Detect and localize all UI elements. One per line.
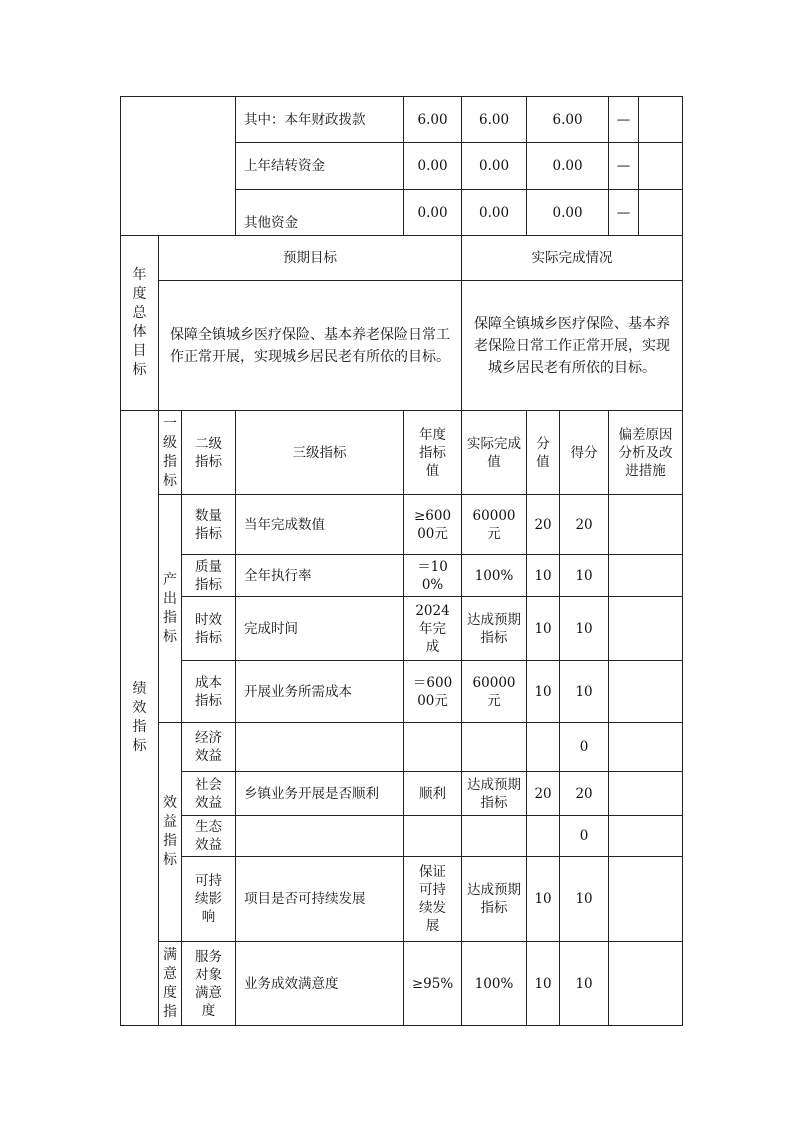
header-weight: 分值 — [527, 411, 560, 495]
weight-cell: 20 — [527, 495, 560, 555]
expected-goal-header: 预期目标 — [159, 236, 462, 281]
actual-cell: 60000元 — [462, 495, 527, 555]
deviation-cell — [609, 555, 683, 597]
actual-cell — [462, 723, 527, 772]
annual-goal-label: 年度总体目标 — [121, 236, 159, 411]
fund-executed: 0.00 — [527, 143, 609, 190]
level2-cell: 可持续影响 — [182, 857, 236, 942]
fund-empty — [639, 143, 682, 189]
deviation-cell — [609, 816, 683, 857]
level2-cell: 经济效益 — [182, 723, 236, 772]
fund-blank-cell — [121, 97, 236, 236]
level1-output: 产出指标 — [159, 495, 182, 723]
score-cell: 20 — [560, 495, 609, 555]
weight-cell: 20 — [527, 772, 560, 816]
score-cell: 0 — [560, 816, 609, 857]
target-cell: 顺利 — [404, 772, 462, 816]
level2-cell: 社会效益 — [182, 772, 236, 816]
level2-cell: 质量指标 — [182, 555, 236, 597]
header-target: 年度指标值 — [404, 411, 462, 495]
header-score: 得分 — [560, 411, 609, 495]
table-row — [121, 857, 683, 942]
actual-cell: 达成预期指标 — [462, 857, 527, 942]
target-cell: ＝100% — [404, 555, 462, 597]
weight-cell: 10 — [527, 942, 560, 1026]
table-row — [121, 772, 683, 816]
header-deviation: 偏差原因分析及改进措施 — [609, 411, 683, 495]
deviation-cell — [609, 597, 683, 661]
level3-cell: 开展业务所需成本 — [236, 661, 404, 723]
perf-label: 绩效指标 — [121, 411, 159, 1026]
actual-cell: 60000元 — [462, 661, 527, 723]
level3-cell: 当年完成数值 — [236, 495, 404, 555]
weight-cell: 10 — [527, 597, 560, 661]
level3-cell: 乡镇业务开展是否顺利 — [236, 772, 404, 816]
target-cell: ≥60000元 — [404, 495, 462, 555]
actual-cell: 100% — [462, 942, 527, 1026]
score-cell: 20 — [560, 772, 609, 816]
table-row — [121, 661, 683, 723]
fund-executed: 6.00 — [527, 97, 609, 143]
fund-empty — [639, 97, 682, 142]
goal-text-row — [121, 281, 683, 411]
table-row — [121, 495, 683, 555]
deviation-cell — [609, 661, 683, 723]
fund-adjusted: 6.00 — [462, 97, 527, 143]
fund-dash: — — [609, 190, 639, 235]
actual-cell — [462, 816, 527, 857]
target-cell: 保证可持续发展 — [404, 857, 462, 942]
level1-satisfaction: 满意度指 — [159, 942, 182, 1026]
table-row — [121, 597, 683, 661]
fund-budget: 0.00 — [404, 190, 462, 236]
weight-cell: 10 — [527, 555, 560, 597]
performance-table — [120, 96, 683, 1026]
header-actual: 实际完成值 — [462, 411, 527, 495]
deviation-cell — [609, 942, 683, 1026]
actual-cell: 达成预期指标 — [462, 597, 527, 661]
fund-extra — [609, 143, 683, 190]
target-cell: 2024年完成 — [404, 597, 462, 661]
score-cell: 10 — [560, 597, 609, 661]
score-cell: 0 — [560, 723, 609, 772]
fund-extra — [609, 190, 683, 236]
level3-cell: 业务成效满意度 — [236, 942, 404, 1026]
goal-header-row — [121, 236, 683, 281]
deviation-cell — [609, 857, 683, 942]
level3-cell — [236, 723, 404, 772]
fund-name: 其中：本年财政拨款 — [236, 97, 404, 143]
table-row — [121, 723, 683, 772]
fund-adjusted: 0.00 — [462, 190, 527, 236]
weight-cell — [527, 723, 560, 772]
fund-empty — [639, 190, 682, 235]
level2-cell: 数量指标 — [182, 495, 236, 555]
target-cell — [404, 723, 462, 772]
header-level1: 一级指标 — [159, 411, 182, 495]
header-level3: 三级指标 — [236, 411, 404, 495]
perf-header-row — [121, 411, 683, 495]
table-row — [121, 942, 683, 1026]
table-row — [121, 816, 683, 857]
level3-cell — [236, 816, 404, 857]
weight-cell: 10 — [527, 857, 560, 942]
expected-goal-text: 保障全镇城乡医疗保险、基本养老保险日常工作正常开展，实现城乡居民老有所依的目标。 — [159, 281, 462, 411]
target-cell: ＝60000元 — [404, 661, 462, 723]
level2-cell: 时效指标 — [182, 597, 236, 661]
level2-cell: 生态效益 — [182, 816, 236, 857]
table-row — [121, 555, 683, 597]
score-cell: 10 — [560, 661, 609, 723]
level2-cell: 成本指标 — [182, 661, 236, 723]
header-level2: 二级指标 — [182, 411, 236, 495]
fund-row — [121, 97, 683, 143]
actual-goal-text: 保障全镇城乡医疗保险、基本养老保险日常工作正常开展，实现城乡居民老有所依的目标。 — [462, 281, 683, 411]
target-cell: ≥95% — [404, 942, 462, 1026]
fund-adjusted: 0.00 — [462, 143, 527, 190]
level3-cell: 项目是否可持续发展 — [236, 857, 404, 942]
actual-cell: 达成预期指标 — [462, 772, 527, 816]
fund-dash: — — [609, 97, 639, 142]
level3-cell: 全年执行率 — [236, 555, 404, 597]
actual-goal-header: 实际完成情况 — [462, 236, 683, 281]
score-cell: 10 — [560, 857, 609, 942]
fund-extra — [609, 97, 683, 143]
level3-cell: 完成时间 — [236, 597, 404, 661]
weight-cell: 10 — [527, 661, 560, 723]
fund-budget: 6.00 — [404, 97, 462, 143]
target-cell — [404, 816, 462, 857]
level2-cell: 服务对象满意度 — [182, 942, 236, 1026]
deviation-cell — [609, 772, 683, 816]
actual-cell: 100% — [462, 555, 527, 597]
level1-benefit: 效益指标 — [159, 723, 182, 942]
fund-name: 上年结转资金 — [236, 143, 404, 190]
fund-budget: 0.00 — [404, 143, 462, 190]
deviation-cell — [609, 495, 683, 555]
weight-cell — [527, 816, 560, 857]
score-cell: 10 — [560, 555, 609, 597]
fund-executed: 0.00 — [527, 190, 609, 236]
fund-dash: — — [609, 143, 639, 189]
fund-name: 其他资金 — [236, 190, 404, 236]
deviation-cell — [609, 723, 683, 772]
score-cell: 10 — [560, 942, 609, 1026]
